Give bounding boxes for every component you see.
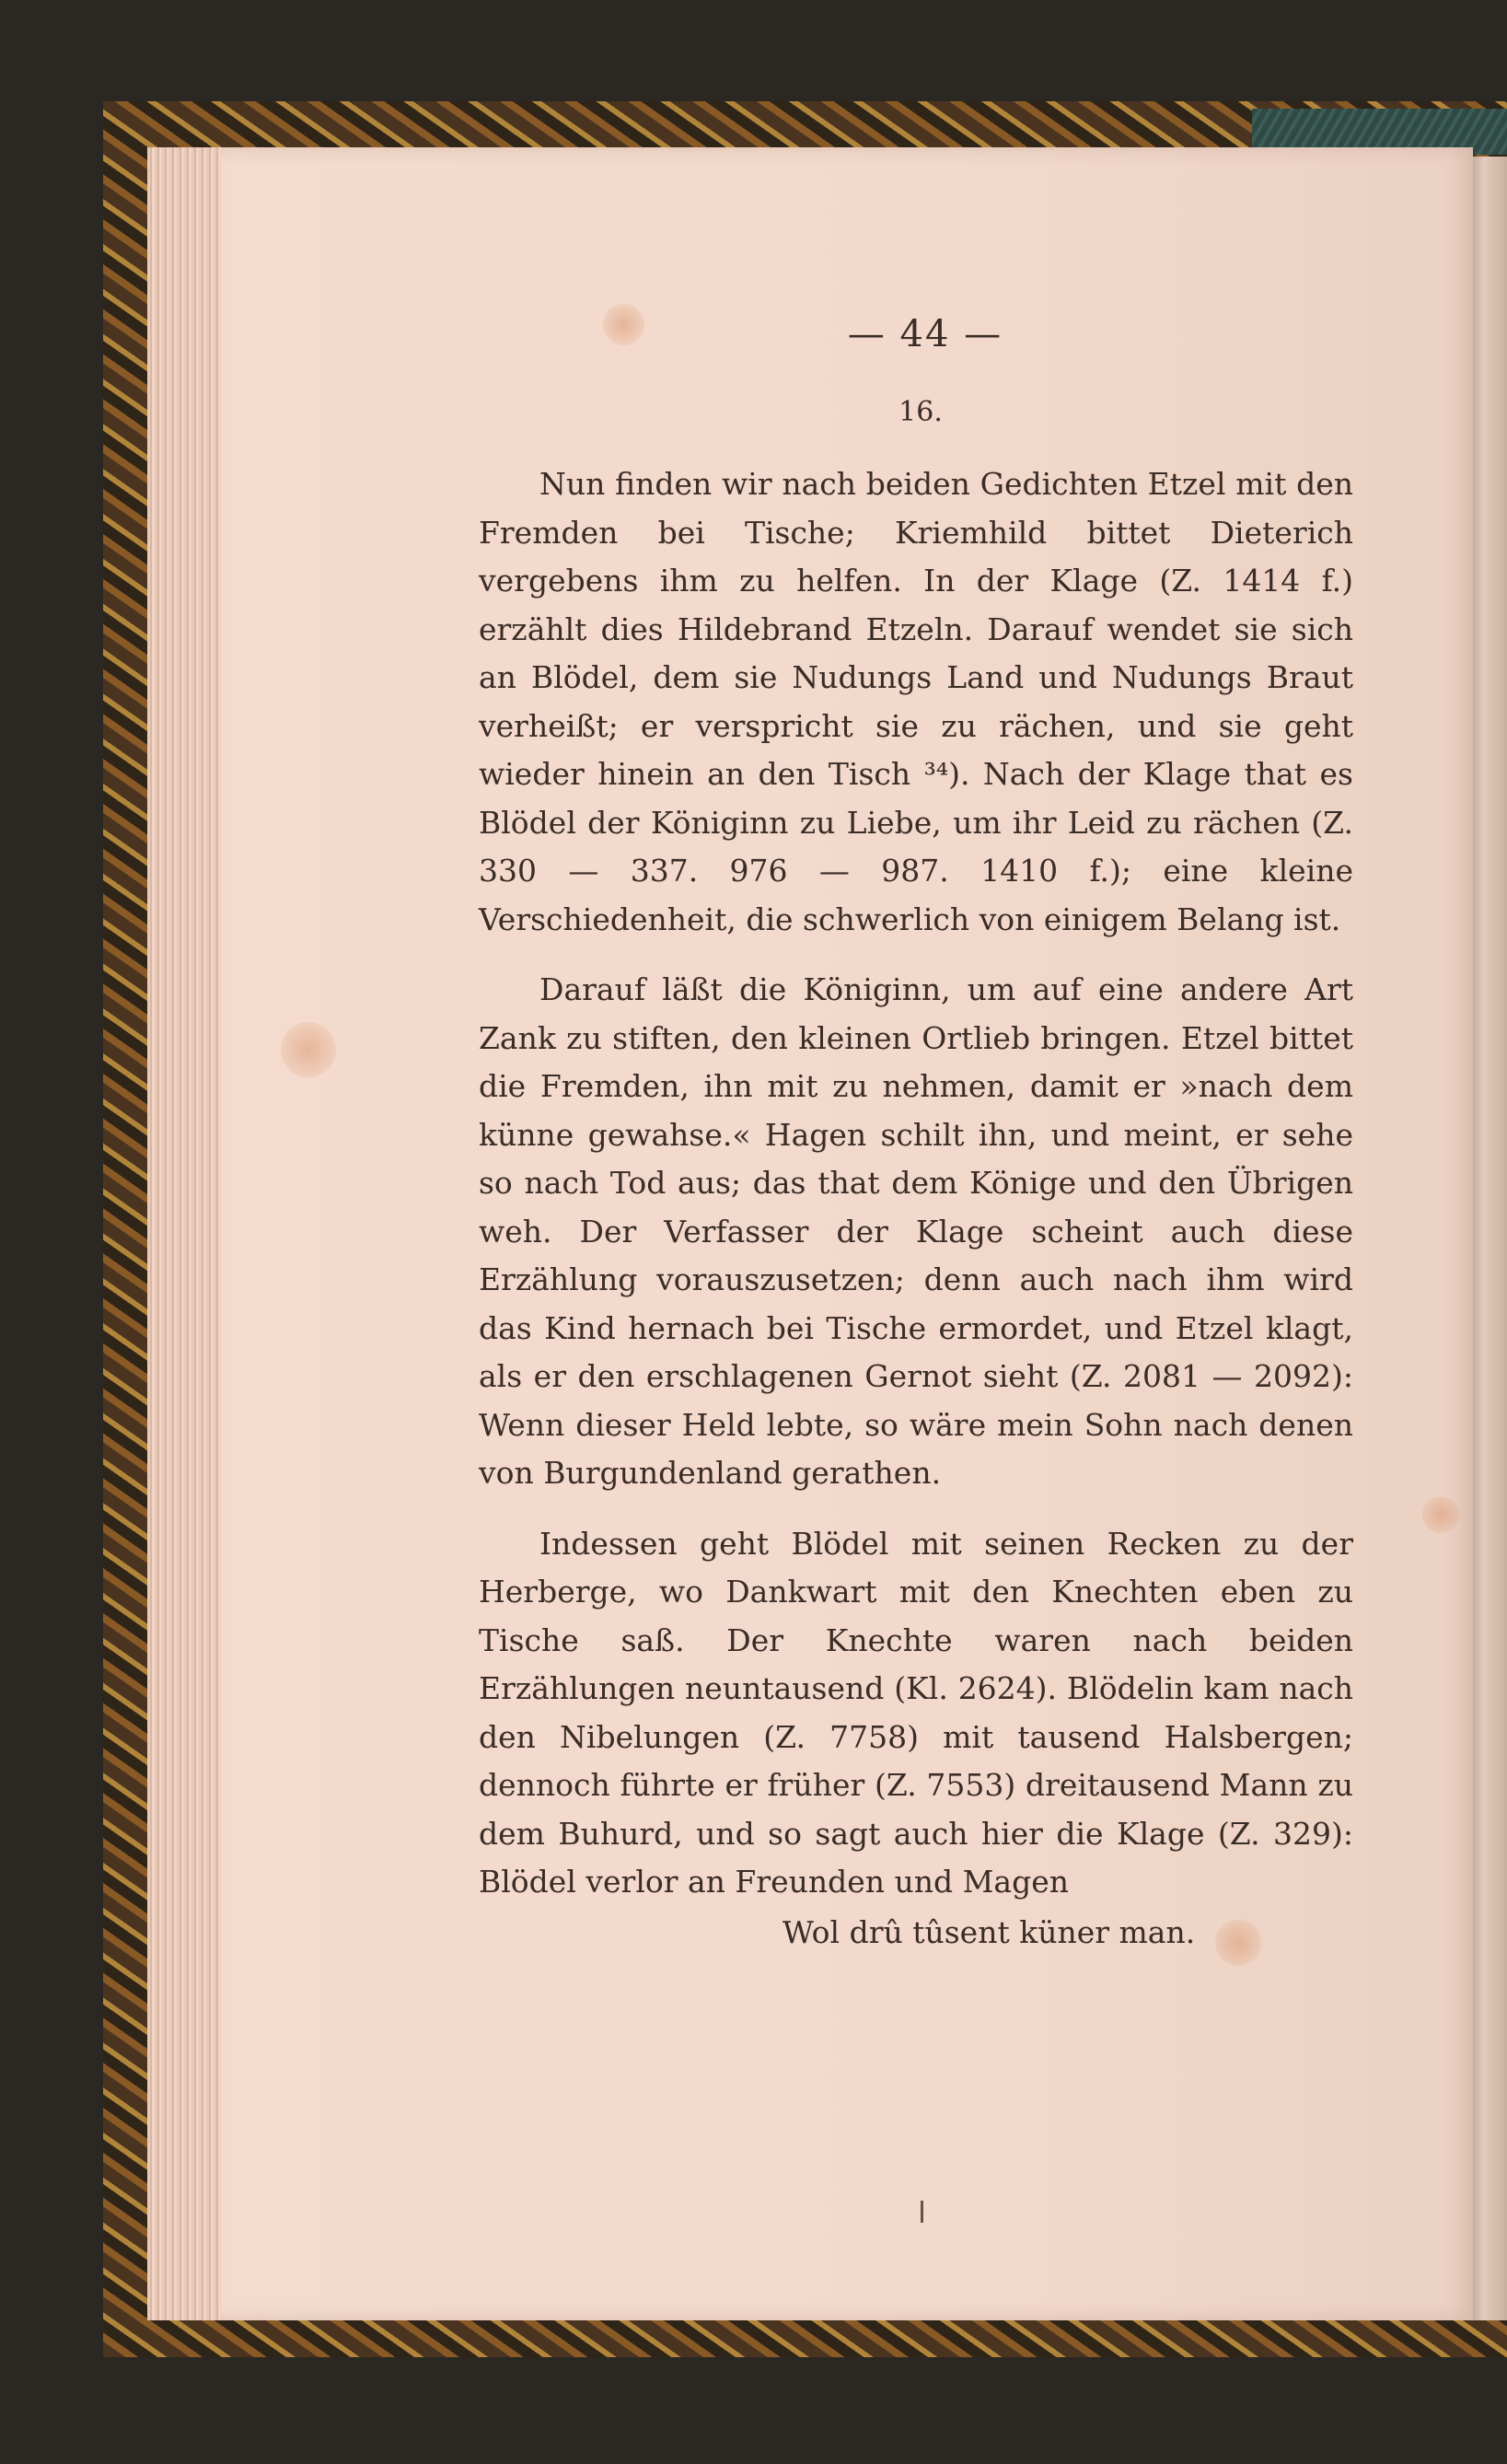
section-number: 16.	[898, 396, 943, 428]
body-text	[479, 460, 1353, 1957]
facing-page-edge	[1468, 157, 1507, 2320]
page-mark	[921, 2201, 923, 2223]
foxing-spot	[1422, 1496, 1459, 1533]
verse-quote: Wol drû tûsent küner man.	[782, 1913, 1196, 1950]
paragraph: Darauf läßt die Königinn, um auf eine andere Art Zank zu stiften, den kleinen Ortlieb bringen. Etzel bittet die Fremden, ihn mit zu nehmen, damit er »nach dem künne gewahse.« Hagen schilt ihn, und meint, er sehe so nach Tod aus; das that dem Könige und den Übrigen weh. Der Verfasser der Klage scheint auch diese Erzählung vorauszusetzen; denn auch nach ihm wird das Kind hernach bei Tische ermordet, und Etzel klagt, als er den erschlagenen Gernot sieht (Z. 2081 — 2092): Wenn dieser Held lebte, so wäre mein Sohn nach denen von Burgundenland gerathen.	[479, 971, 1353, 1491]
foxing-spot	[281, 1022, 336, 1077]
paragraph: Nun finden wir nach beiden Gedichten Etzel mit den Fremden bei Tische; Kriemhild bittet Dieterich vergebens ihm zu helfen. In der Klage (Z. 1414 f.) erzählt dies Hildebrand Etzeln. Darauf wendet sie sich an Blödel, dem sie Nudungs Land und Nudungs Braut verheißt; er verspricht sie zu rächen, und sie geht wieder hinein an den Tisch ³⁴). Nach der Klage that es Blödel der Königinn zu Liebe, um ihr Leid zu rächen (Z. 330 — 337. 976 — 987. 1410 f.); eine kleine Verschiedenheit, die schwerlich von einigem Belang ist.	[479, 466, 1353, 937]
page-edges	[147, 147, 221, 2320]
paragraph: Indessen geht Blödel mit seinen Recken zu der Herberge, wo Dankwart mit den Knechten eben zu Tische saß. Der Knechte waren nach beiden Erzählungen neuntausend (Kl. 2624). Blödelin kam nach den Nibelungen (Z. 7758) mit tausend Halsbergen; dennoch führte er früher (Z. 7553) dreitausend Mann zu dem Buhurd, und so sagt auch hier die Klage (Z. 329): Blödel verlor an Freunden und Magen	[479, 1525, 1353, 1900]
page-number: — 44 —	[847, 313, 1003, 355]
foxing-spot	[603, 304, 644, 345]
